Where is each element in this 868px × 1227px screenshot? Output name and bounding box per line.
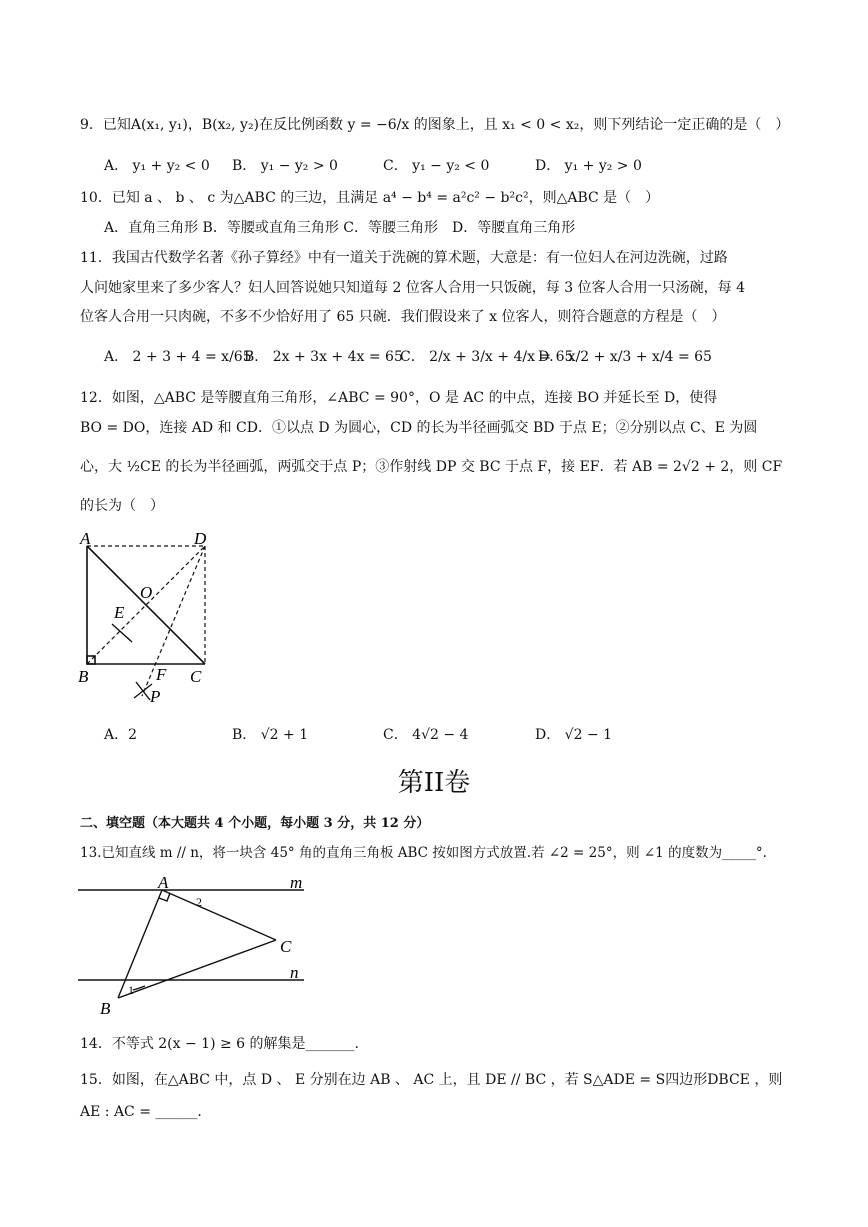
q12-label-f: F: [156, 665, 167, 684]
q11-option-d: D． x/2 + x/3 + x/4 = 65: [538, 349, 712, 365]
q11-option-a: A． 2 + 3 + 4 = x/65: [104, 349, 252, 365]
q12-option-c: C． 4√2 − 4: [383, 727, 469, 743]
q13-label-2: 2: [196, 895, 202, 909]
arc-mark-e: [112, 624, 132, 642]
q11-line-1: 11．我国古代数学名著《孙子算经》中有一道关于洗碗的算术题，大意是：有一位妇人在河边洗碗，过路: [80, 250, 728, 266]
q13-label-c: C: [280, 937, 292, 956]
q13-label-m: m: [290, 873, 303, 892]
q13-label-a: A: [158, 873, 169, 892]
q15-line-1: 15．如图，在△ABC 中，点 D 、 E 分别在边 AB 、 AC 上，且 DE // BC ，若 S△ADE = S四边形DBCE ，则: [80, 1072, 783, 1088]
q14-stem: 14．不等式 2(x − 1) ≥ 6 的解集是_______.: [80, 1036, 359, 1052]
q9-option-c: C． y₁ − y₂ < 0: [383, 158, 490, 174]
part2-title: 第II卷: [397, 768, 471, 798]
q13-label-b: B: [100, 999, 111, 1018]
q12-label-o: O: [140, 583, 153, 602]
q12-option-d: D． √2 − 1: [535, 727, 613, 743]
segment-ab: [118, 890, 162, 998]
q11-line-2: 人问她家里来了多少客人？妇人回答说她只知道每 2 位客人合用一只饭碗，每 3 位客人合用一只汤碗，每 4: [80, 280, 745, 296]
q15-line-2: AE : AC = ______.: [80, 1104, 202, 1120]
q12-label-e: E: [114, 603, 125, 622]
q12-option-b: B． √2 + 1: [232, 727, 309, 743]
q12-line-2: BO = DO，连接 AD 和 CD．①以点 D 为圆心，CD 的长为半径画弧交 BD 于点 E；②分别以点 C、E 为圆: [80, 420, 758, 436]
q12-line-1: 12．如图，△ABC 是等腰直角三角形，∠ABC = 90°，O 是 AC 的中点，连接 BO 并延长至 D，使得: [80, 390, 718, 406]
q12-label-a: A: [80, 529, 91, 548]
q13-figure: [78, 870, 310, 1018]
q13-label-n: n: [290, 963, 299, 982]
q11-option-b: B． 2x + 3x + 4x = 65: [244, 349, 403, 365]
q9-option-d: D． y₁ + y₂ > 0: [535, 158, 642, 174]
q12-label-d: D: [194, 529, 207, 548]
q12-option-a: A．2: [104, 727, 138, 743]
q12-label-c: C: [190, 667, 202, 686]
q13-label-1: 1: [128, 983, 134, 997]
q9-option-b: B． y₁ − y₂ > 0: [232, 158, 338, 174]
q11-line-3: 位客人合用一只肉碗，不多不少恰好用了 65 只碗．我们假设来了 x 位客人，则符合题意的方程是（ ）: [80, 309, 726, 325]
q9-option-a: A． y₁ + y₂ < 0: [104, 158, 210, 174]
q10-options: A．直角三角形 B．等腰或直角三角形 C．等腰三角形 D．等腰直角三角形: [104, 220, 576, 236]
segment-ac: [162, 890, 276, 940]
q12-label-b: B: [78, 667, 89, 686]
q12-line-4: 的长为（ ）: [80, 498, 164, 514]
q12-figure: [74, 524, 224, 710]
q10-stem: 10．已知 a 、 b 、 c 为△ABC 的三边，且满足 a⁴ − b⁴ = a²c² − b²c²，则△ABC 是（ ）: [80, 190, 660, 206]
q12-line-3: 心，大 ½CE 的长为半径画弧，两弧交于点 P；③作射线 DP 交 BC 于点 F，接 EF．若 AB = 2√2 + 2，则 CF: [80, 459, 783, 475]
q12-label-p: P: [150, 687, 161, 706]
q9-stem: 9．已知A(x₁, y₁)，B(x₂, y₂)在反比例函数 y = −6/x 的图象上，且 x₁ < 0 < x₂，则下列结论一定正确的是（ ）: [80, 117, 790, 133]
q13-stem: 13.已知直线 m // n，将一块含 45° 角的直角三角板 ABC 按如图方式放置.若 ∠2 = 25°，则 ∠1 的度数为_____°.: [80, 845, 767, 861]
section2-heading: 二、填空题（本大题共 4 个小题，每小题 3 分，共 12 分）: [80, 816, 430, 831]
q11-option-c: C． 2/x + 3/x + 4/x = 65: [400, 349, 574, 365]
segment-bc: [118, 940, 276, 998]
